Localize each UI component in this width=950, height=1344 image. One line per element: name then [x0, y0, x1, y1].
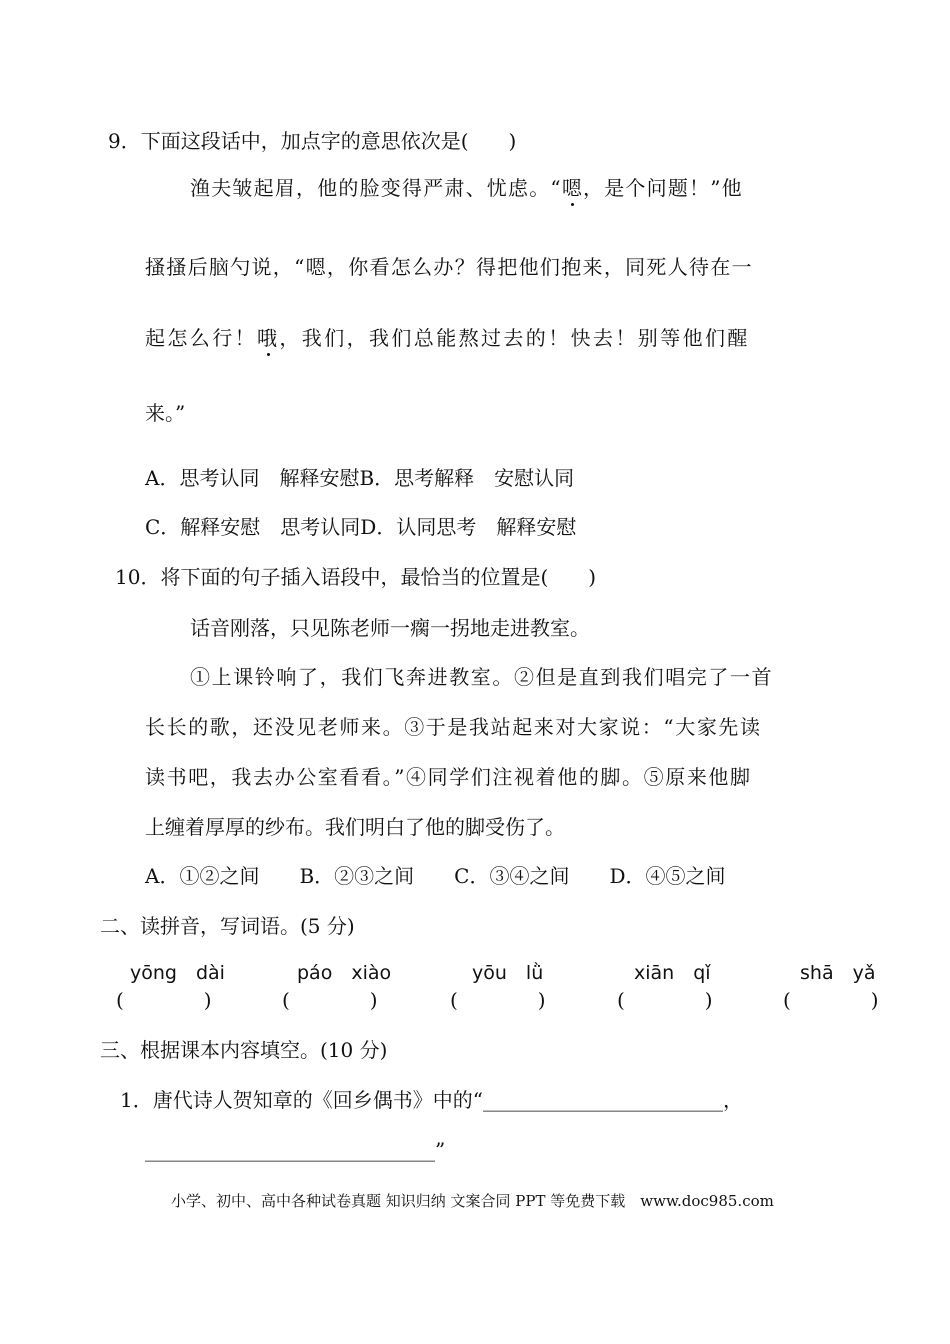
- q9-passage-line: 搔搔后脑勺说，“嗯，你看怎么办？得把他们抱来，同死人待在一: [145, 255, 753, 279]
- q9-passage-line: [145, 324, 750, 352]
- q10-line: 长长的歌，还没见老师来。③于是我站起来对大家说：“大家先读: [145, 715, 762, 739]
- q10-title: 10．将下面的句子插入语段中，最恰当的位置是( ): [115, 565, 597, 589]
- section3-q1: 1．唐代诗人贺知章的《回乡偶书》中的“________________________，: [120, 1088, 743, 1112]
- q9-passage-line: [190, 174, 743, 202]
- q9-options-cd: C．解释安慰 思考认同D．认同思考 解释安慰: [145, 515, 577, 539]
- dotted-char: 哦: [257, 326, 280, 350]
- q10-line: ①上课铃响了，我们飞奔进教室。②但是直到我们唱完了一首: [190, 665, 774, 689]
- pinyin: xiān qǐ: [634, 962, 711, 984]
- section3-q1-blank[interactable]: _____________________________”: [145, 1138, 446, 1162]
- answer-blank-1[interactable]: ( ): [116, 988, 212, 1012]
- q9-title: 9．下面这段话中，加点字的意思依次是( ): [108, 129, 517, 153]
- q9-options-ab: A．思考认同 解释安慰B．思考解释 安慰认同: [145, 466, 575, 490]
- q10-sentence: 话音刚落，只见陈老师一瘸一拐地走进教室。: [190, 616, 590, 640]
- section2-title: 二、读拼音，写词语。(5 分): [100, 914, 355, 938]
- answer-blank-4[interactable]: ( ): [617, 988, 713, 1012]
- text: 起怎么行！: [145, 326, 257, 350]
- footer: 小学、初中、高中各种试卷真题 知识归纳 文案合同 PPT 等免费下载 www.doc985.com: [171, 1192, 774, 1210]
- q10-line: 上缠着厚厚的纱布。我们明白了他的脚受伤了。: [145, 815, 565, 839]
- section3-title: 三、根据课本内容填空。(10 分): [100, 1038, 388, 1062]
- text: 渔夫皱起眉，他的脸变得严肃、忧虑。“: [190, 176, 562, 200]
- q9-passage-line: 来。”: [145, 401, 186, 425]
- q10-options: A．①②之间 B．②③之间 C．③④之间 D．④⑤之间: [145, 864, 726, 888]
- answer-blank-5[interactable]: ( ): [783, 988, 879, 1012]
- pinyin: páo xiào: [297, 962, 392, 984]
- answer-blank-2[interactable]: ( ): [282, 988, 378, 1012]
- answer-blank-3[interactable]: ( ): [450, 988, 546, 1012]
- dotted-char: 嗯: [561, 176, 584, 200]
- pinyin: yōu lǜ: [472, 962, 544, 984]
- q10-line: 读书吧，我去办公室看看。”④同学们注视着他的脚。⑤原来他脚: [145, 765, 752, 789]
- pinyin: yōng dài: [130, 962, 225, 984]
- text: ，我们，我们总能熬过去的！快去！别等他们醒: [279, 326, 750, 350]
- pinyin: shā yǎ: [800, 962, 876, 984]
- text: ，是个问题！”他: [583, 176, 743, 200]
